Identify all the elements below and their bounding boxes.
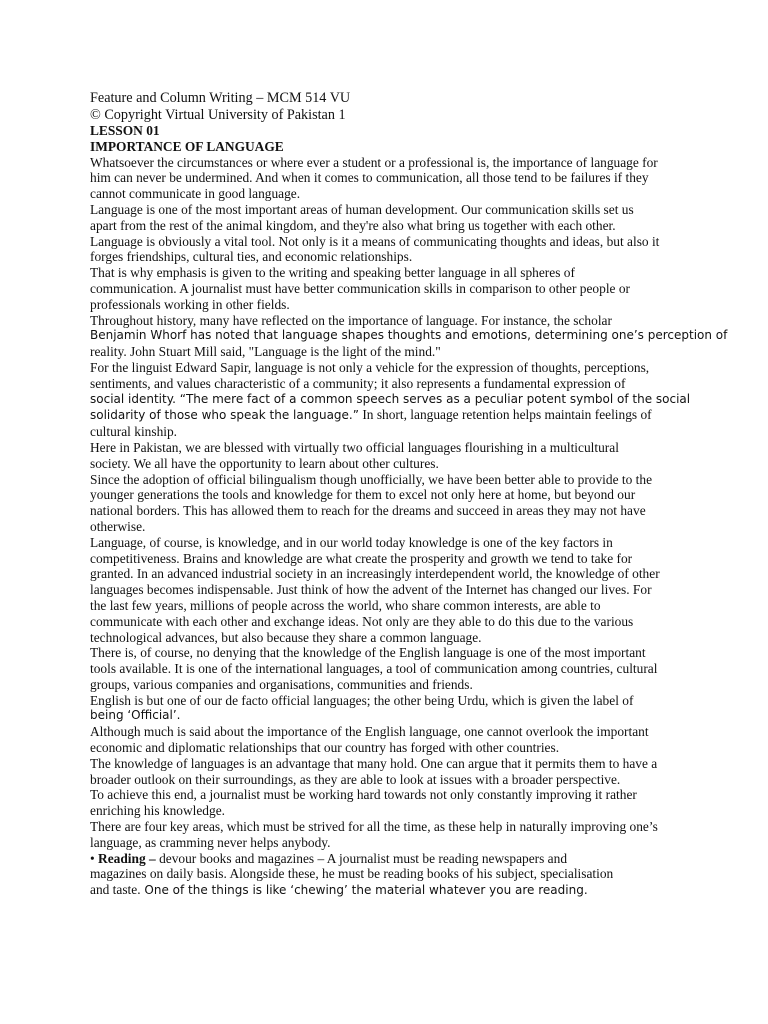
text-line: broader outlook on their surroundings, as they are able to look at issues with a broader perspective.: [90, 771, 621, 787]
text-line: Although much is said about the importance of the English language, one cannot overlook the important: [90, 724, 649, 740]
text-fragment: and taste.: [90, 882, 141, 898]
text-line: him can never be undermined. And when it comes to communication, all those tend to be failures if they: [90, 170, 649, 186]
text-line: communicate with each other and exchange ideas. Not only are they able to do this due to the various: [90, 613, 634, 629]
text-line: magazines on daily basis. Alongside these, he must be reading books of his subject, specialisation: [90, 866, 614, 882]
text-line: cannot communicate in good language.: [90, 186, 301, 202]
text-line: society. We all have the opportunity to learn about other cultures.: [90, 455, 439, 471]
text-line: Whatsoever the circumstances or where ever a student or a professional is, the importance of language for: [90, 154, 658, 170]
copyright-line: © Copyright Virtual University of Pakistan 1: [90, 106, 346, 123]
text-line: otherwise.: [90, 518, 146, 534]
text-line: professionals working in other fields.: [90, 296, 290, 312]
bullet-item-reading: [90, 851, 690, 867]
text-fragment: One of the things is like ‘chewing’ the material whatever you are reading.: [140, 883, 588, 898]
text-line: Language, of course, is knowledge, and in our world today knowledge is one of the key factors in: [90, 534, 613, 550]
text-line: being ‘Official’.: [90, 708, 181, 723]
text-line: economic and diplomatic relationships that our country has forged with other countries.: [90, 740, 560, 756]
text-fragment: In short, language retention helps maintain feelings of: [358, 407, 652, 423]
text-line: cultural kinship.: [90, 424, 178, 440]
text-line: For the linguist Edward Sapir, language is not only a vehicle for the expression of thoughts, perceptions,: [90, 359, 650, 375]
document-page: [90, 90, 728, 899]
text-line: competitiveness. Brains and knowledge are what create the prosperity and growth we tend to take for: [90, 550, 633, 566]
text-line: There is, of course, no denying that the knowledge of the English language is one of the most important: [90, 645, 646, 661]
text-line: forges friendships, cultural ties, and economic relationships.: [90, 249, 413, 265]
text-line: language, as cramming never helps anybody.: [90, 834, 331, 850]
text-line: Benjamin Whorf has noted that language shapes thoughts and emotions, determining one’s perception of: [90, 328, 728, 343]
quote-fragment: solidarity of those who speak the language.”: [90, 408, 359, 423]
text-line: Language is obviously a vital tool. Not only is it a means of communicating thoughts and ideas, but also it: [90, 233, 660, 249]
text-line: communication. A journalist must have better communication skills in comparison to other people or: [90, 280, 630, 296]
bullet-icon: •: [90, 850, 99, 866]
text-line: The knowledge of languages is an advantage that many hold. One can argue that it permits them to have a: [90, 755, 658, 771]
text-line: sentiments, and values characteristic of a community; it also represents a fundamental expression of: [90, 375, 626, 391]
bullet-heading: Reading –: [98, 850, 156, 866]
text-line: apart from the rest of the animal kingdom, and they're also what bring us together with each other.: [90, 217, 616, 233]
text-line: the last few years, millions of people across the world, who share common interests, are able to: [90, 597, 601, 613]
text-line: Throughout history, many have reflected on the importance of language. For instance, the scholar: [90, 312, 612, 328]
lesson-number: LESSON 01: [90, 123, 160, 138]
body-text: [90, 154, 728, 899]
text-line: tools available. It is one of the international languages, a tool of communication among countries, cultural: [90, 661, 658, 677]
text-line: national borders. This has allowed them to reach for the dreams and succeed in areas they may not have: [90, 503, 646, 519]
document-header-title: Feature and Column Writing – MCM 514 VU: [90, 90, 351, 106]
text-line: technological advances, but also because they share a common language.: [90, 629, 482, 645]
text-line: reality. John Stuart Mill said, "Language is the light of the mind.": [90, 344, 441, 360]
text-fragment: devour books and magazines – A journalist must be reading newspapers and: [155, 850, 568, 866]
text-line: That is why emphasis is given to the writing and speaking better language in all spheres of: [90, 265, 575, 281]
text-line: Language is one of the most important areas of human development. Our communication skills set us: [90, 201, 634, 217]
text-line: younger generations the tools and knowledge for them to excel not only here at home, but beyond our: [90, 487, 636, 503]
text-line: English is but one of our de facto official languages; the other being Urdu, which is given the label of: [90, 692, 634, 708]
text-line: Since the adoption of official bilingualism though unofficially, we have been better able to provide to the: [90, 471, 653, 487]
text-line: To achieve this end, a journalist must be working hard towards not only constantly improving it rather: [90, 787, 637, 803]
text-line: groups, various companies and organisations, communities and friends.: [90, 676, 473, 692]
text-line: enriching his knowledge.: [90, 803, 225, 819]
text-line: granted. In an advanced industrial society in an increasingly interdependent world, the knowledge of other: [90, 566, 660, 582]
text-line: [90, 407, 690, 424]
text-line: Here in Pakistan, we are blessed with virtually two official languages flourishing in a multicultural: [90, 439, 619, 455]
text-line: languages becomes indispensable. Just think of how the advent of the Internet has changed our lives. For: [90, 582, 652, 598]
text-line: [90, 882, 690, 899]
text-line: There are four key areas, which must be strived for all the time, as these help in naturally improving one’s: [90, 819, 658, 835]
lesson-title: IMPORTANCE OF LANGUAGE: [90, 138, 284, 154]
text-line: social identity. “The mere fact of a common speech serves as a peculiar potent symbol of the social: [90, 391, 691, 406]
